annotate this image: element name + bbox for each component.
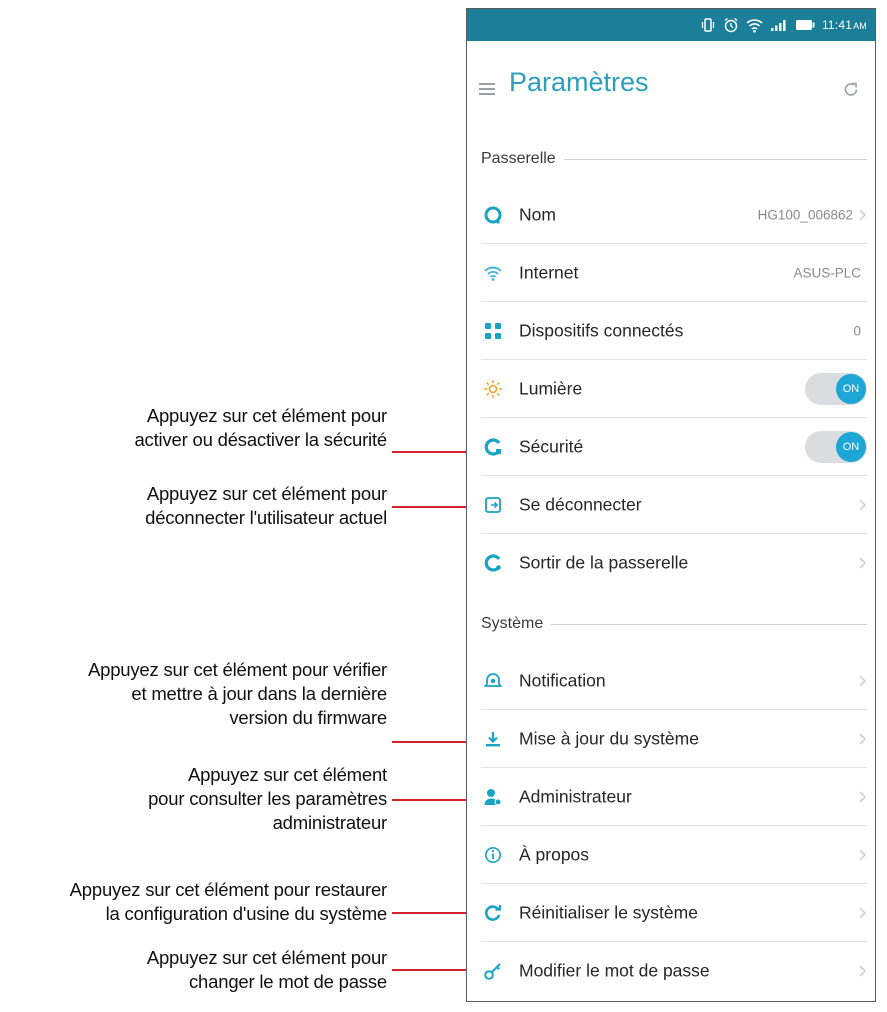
- notification-icon: [483, 671, 503, 691]
- leader-line: [392, 741, 476, 743]
- toggle-knob: ON: [836, 432, 866, 462]
- chevron-right-icon: [857, 964, 867, 978]
- callout-line: Appuyez sur cet élément pour vérifier: [87, 659, 387, 680]
- callout-reset: [70, 878, 387, 926]
- row-label: Notification: [519, 670, 606, 691]
- row-label: Administrateur: [519, 786, 632, 807]
- leader-line: [392, 969, 476, 971]
- chevron-right-icon: [857, 556, 867, 570]
- status-bar: [467, 9, 875, 41]
- key-icon: [483, 961, 503, 981]
- divider: [564, 159, 867, 160]
- chevron-right-icon: [857, 906, 867, 920]
- row-label: Dispositifs connectés: [519, 320, 684, 341]
- download-icon: [483, 729, 503, 749]
- signal-icon: [770, 18, 788, 32]
- leader-line: [392, 506, 476, 508]
- exit-gateway-icon: [483, 553, 503, 573]
- status-icons: [700, 15, 867, 35]
- toggle-knob: ON: [836, 374, 866, 404]
- chevron-right-icon: [857, 790, 867, 804]
- settings-row-system-update[interactable]: [467, 710, 875, 768]
- settings-row-reset-system[interactable]: [467, 884, 875, 942]
- row-label: Internet: [519, 262, 579, 283]
- callout-line: pour consulter les paramètres: [148, 788, 387, 809]
- gateway-circle-icon: [483, 205, 503, 225]
- wifi-icon: [483, 263, 503, 283]
- settings-row-logout[interactable]: [467, 476, 875, 534]
- leader-line: [392, 799, 476, 801]
- row-label: Mise à jour du système: [519, 728, 699, 749]
- callout-line: Appuyez sur cet élément pour restaurer: [69, 879, 387, 900]
- reset-icon: [483, 903, 503, 923]
- time-value: 11:41: [821, 18, 853, 32]
- callout-line: version du firmware: [229, 707, 387, 728]
- row-value: 0: [853, 323, 861, 339]
- leader-line: [392, 451, 476, 453]
- row-value: ASUS-PLC: [793, 265, 861, 281]
- settings-row-exit-gateway[interactable]: [467, 534, 875, 592]
- settings-row-administrator[interactable]: [467, 768, 875, 826]
- wifi-status-icon: [746, 18, 763, 33]
- status-time: [822, 18, 867, 32]
- app-bar: [467, 41, 875, 127]
- logout-icon: [483, 495, 503, 515]
- chevron-right-icon: [857, 674, 867, 688]
- chevron-right-icon: [857, 208, 867, 222]
- section-header-system: [481, 612, 867, 636]
- light-sun-icon: [483, 379, 503, 399]
- callout-security: [134, 404, 387, 452]
- callout-line: Appuyez sur cet élément pour: [146, 483, 387, 504]
- settings-row-about[interactable]: [467, 826, 875, 884]
- callout-line: Appuyez sur cet élément pour: [146, 947, 387, 968]
- vibrate-icon: [700, 17, 716, 33]
- callout-admin: [148, 763, 387, 835]
- row-label: Sortir de la passerelle: [519, 552, 689, 573]
- security-icon: [483, 437, 503, 457]
- section-title: Système: [481, 615, 544, 632]
- settings-row-notification[interactable]: [467, 652, 875, 710]
- callout-password: [147, 946, 387, 994]
- row-label: À propos: [519, 844, 590, 865]
- settings-row-connected-devices[interactable]: [467, 302, 875, 360]
- settings-row-name[interactable]: [467, 186, 875, 244]
- light-toggle[interactable]: [805, 373, 867, 405]
- battery-icon: [795, 19, 815, 31]
- settings-row-change-password[interactable]: [467, 942, 875, 1000]
- divider: [551, 624, 867, 625]
- row-label: Modifier le mot de passe: [519, 960, 710, 981]
- callout-line: administrateur: [272, 812, 387, 833]
- settings-row-light: [467, 360, 875, 418]
- callout-logout: [145, 482, 387, 530]
- security-toggle[interactable]: [805, 431, 867, 463]
- refresh-icon[interactable]: [841, 79, 861, 99]
- settings-row-internet[interactable]: [467, 244, 875, 302]
- alarm-icon: [723, 17, 739, 33]
- phone-screen: [466, 8, 876, 1002]
- callout-line: et mettre à jour dans la dernière: [131, 683, 387, 704]
- time-ampm: AM: [853, 21, 867, 31]
- settings-row-security: [467, 418, 875, 476]
- callout-line: Appuyez sur cet élément: [187, 764, 387, 785]
- devices-grid-icon: [483, 321, 503, 341]
- callout-line: la configuration d'usine du système: [105, 903, 387, 924]
- row-label: Nom: [519, 204, 556, 225]
- callout-line: Appuyez sur cet élément pour: [146, 405, 387, 426]
- row-label: Sécurité: [519, 436, 584, 457]
- chevron-right-icon: [857, 848, 867, 862]
- info-icon: [483, 845, 503, 865]
- chevron-right-icon: [857, 498, 867, 512]
- section-header-gateway: [481, 147, 867, 171]
- row-value: HG100_006862: [757, 207, 853, 223]
- hamburger-menu-icon[interactable]: [479, 83, 495, 95]
- page-title: Paramètres: [509, 67, 649, 97]
- callout-line: activer ou désactiver la sécurité: [134, 429, 387, 450]
- leader-line: [392, 912, 476, 914]
- row-label: Réinitialiser le système: [519, 902, 698, 923]
- section-title: Passerelle: [481, 150, 556, 167]
- row-label: Se déconnecter: [519, 494, 642, 515]
- callout-system-update: [88, 658, 387, 730]
- chevron-right-icon: [857, 732, 867, 746]
- callout-line: changer le mot de passe: [189, 971, 387, 992]
- callout-line: déconnecter l'utilisateur actuel: [145, 507, 387, 528]
- admin-user-icon: [483, 787, 503, 807]
- row-label: Lumière: [519, 378, 583, 399]
